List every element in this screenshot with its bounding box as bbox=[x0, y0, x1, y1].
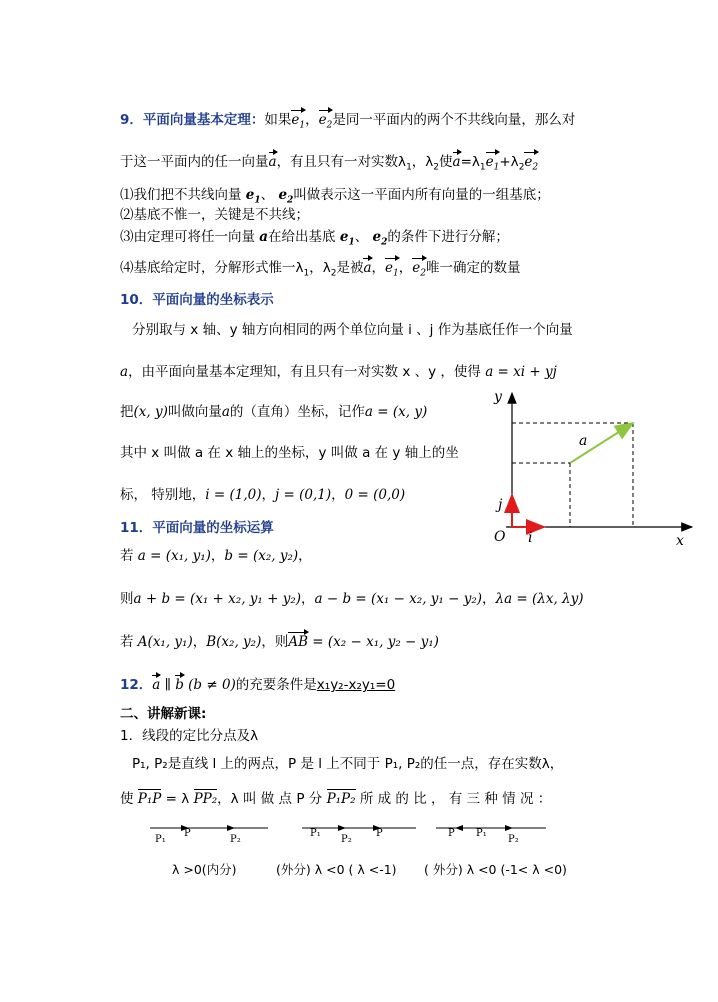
section2-p1: P₁, P₂是直线 l 上的两点，P 是 l 上不同于 P₁, P₂的任一点，存在实数λ， bbox=[132, 756, 564, 772]
section2-p2: 使 P₁P = λ PP₂，λ 叫 做 点 P 分 P₁P₂ 所 成 的 比 ， 有 三 种 情 况 ： bbox=[120, 791, 552, 807]
section9-line2: 于这一平面内的任一向量a，有且只有一对实数$\lambda_1$，$\lambda_2$使$a=\lambda_1e_1+\lambda_2e_2$ bbox=[120, 154, 539, 173]
vector-a: a bbox=[268, 154, 277, 170]
caption-1: λ >0(内分) bbox=[172, 862, 237, 877]
origin-label: O bbox=[494, 529, 506, 545]
section9-text2: 是同一平面内的两个不共线向量，那么对 bbox=[332, 112, 576, 128]
section9-item4: ⑷基底给定时，分解形式惟一$\lambda_1$，$\lambda_2$是被a，$e_1$，$e_2$唯一确定的数量 bbox=[120, 260, 521, 279]
section9-number: 9． bbox=[120, 112, 143, 128]
section2-title: 二、讲解新课: bbox=[120, 706, 207, 722]
vector-e2-eq: $e_2$ bbox=[524, 154, 539, 173]
vector-a-eq: a bbox=[452, 154, 461, 170]
d1-label-c: P₂ bbox=[230, 834, 241, 845]
section10-p5: 标， 特别地，i = (1,0)，j = (0,1)，0 = (0,0) bbox=[120, 487, 406, 503]
section2-h1: 1．线段的定比分点及λ bbox=[120, 728, 259, 744]
d2-label-b: P₂ bbox=[341, 834, 352, 845]
division-diagrams bbox=[140, 818, 560, 852]
i-label: i bbox=[528, 530, 533, 546]
d3-label-c: P₂ bbox=[508, 834, 519, 845]
d2-label-c: P bbox=[376, 828, 383, 839]
coordinate-figure bbox=[488, 385, 700, 550]
caption-2: (外分) λ <0 ( λ <-1) bbox=[276, 862, 397, 877]
section11-l1: 若 a = (x₁, y₁)，b = (x₂, y₂)， bbox=[120, 548, 312, 564]
d3-label-b: P₁ bbox=[476, 828, 487, 839]
y-label: y bbox=[494, 389, 502, 405]
section9-item3: ⑶由定理可将任一向量 a在给出基底 $e_1$、 $e_2$的条件下进行分解； bbox=[120, 229, 509, 248]
section12-line: 12．a ∥ b (b ≠ 0)的充要条件是x₁y₂-x₂y₁=0 bbox=[120, 677, 396, 693]
section9-item1: ⑴我们把不共线向量 $e_1$、 $e_2$叫做表示这一平面内所有向量的一组基底； bbox=[120, 187, 550, 206]
j-label: j bbox=[498, 497, 503, 513]
section11-l3: 若 A(x₁, y₁)，B(x₂, y₂)，则AB = (x₂ − x₁, y₂ − y₁) bbox=[120, 634, 439, 650]
section10-p1: 分别取与 x 轴、y 轴方向相同的两个单位向量 i 、j 作为基底任作一个向量 bbox=[132, 322, 573, 338]
section9-title: 平面向量基本定理： bbox=[142, 112, 265, 128]
vector-e1: $e_1$ bbox=[291, 112, 306, 131]
section9-heading-line: 9．平面向量基本定理：如果$e_1$，$e_2$是同一平面内的两个不共线向量，那么对 bbox=[120, 112, 576, 131]
vector-e1-eq: $e_1$ bbox=[485, 154, 500, 173]
section11-l2: 则a + b = (x₁ + x₂, y₁ + y₂)，a − b = (x₁ − x₂, y₁ − y₂)，λa = (λx, λy) bbox=[120, 591, 584, 607]
section10-p3: 把(x, y)叫做向量a的（直角）坐标，记作a = (x, y) bbox=[120, 404, 428, 420]
d1-label-a: P₁ bbox=[155, 834, 166, 845]
section10-p4: 其中 x 叫做 a 在 x 轴上的坐标，y 叫做 a 在 y 轴上的坐 bbox=[120, 445, 459, 461]
section11-heading: 11．平面向量的坐标运算 bbox=[120, 520, 274, 536]
section10-title: 平面向量的坐标表示 bbox=[152, 292, 274, 308]
section10-heading bbox=[120, 288, 274, 308]
d1-label-b: P bbox=[184, 828, 191, 839]
d3-label-a: P bbox=[448, 828, 455, 839]
d2-label-a: P₁ bbox=[310, 828, 321, 839]
section9-item2: ⑵基底不惟一，关键是不共线； bbox=[120, 207, 309, 223]
section9-text: 如果 bbox=[264, 112, 292, 128]
x-label: x bbox=[676, 533, 684, 549]
section10-p2: a，由平面向量基本定理知，有且只有一对实数 x 、y ，使得 a = xi + yj bbox=[120, 364, 557, 380]
vector-a-label: a bbox=[579, 433, 588, 449]
vector-e2: $e_2$ bbox=[318, 112, 333, 131]
section10-number: 10． bbox=[120, 292, 153, 308]
caption-3: ( 外分) λ <0 (-1< λ <0) bbox=[424, 862, 567, 877]
